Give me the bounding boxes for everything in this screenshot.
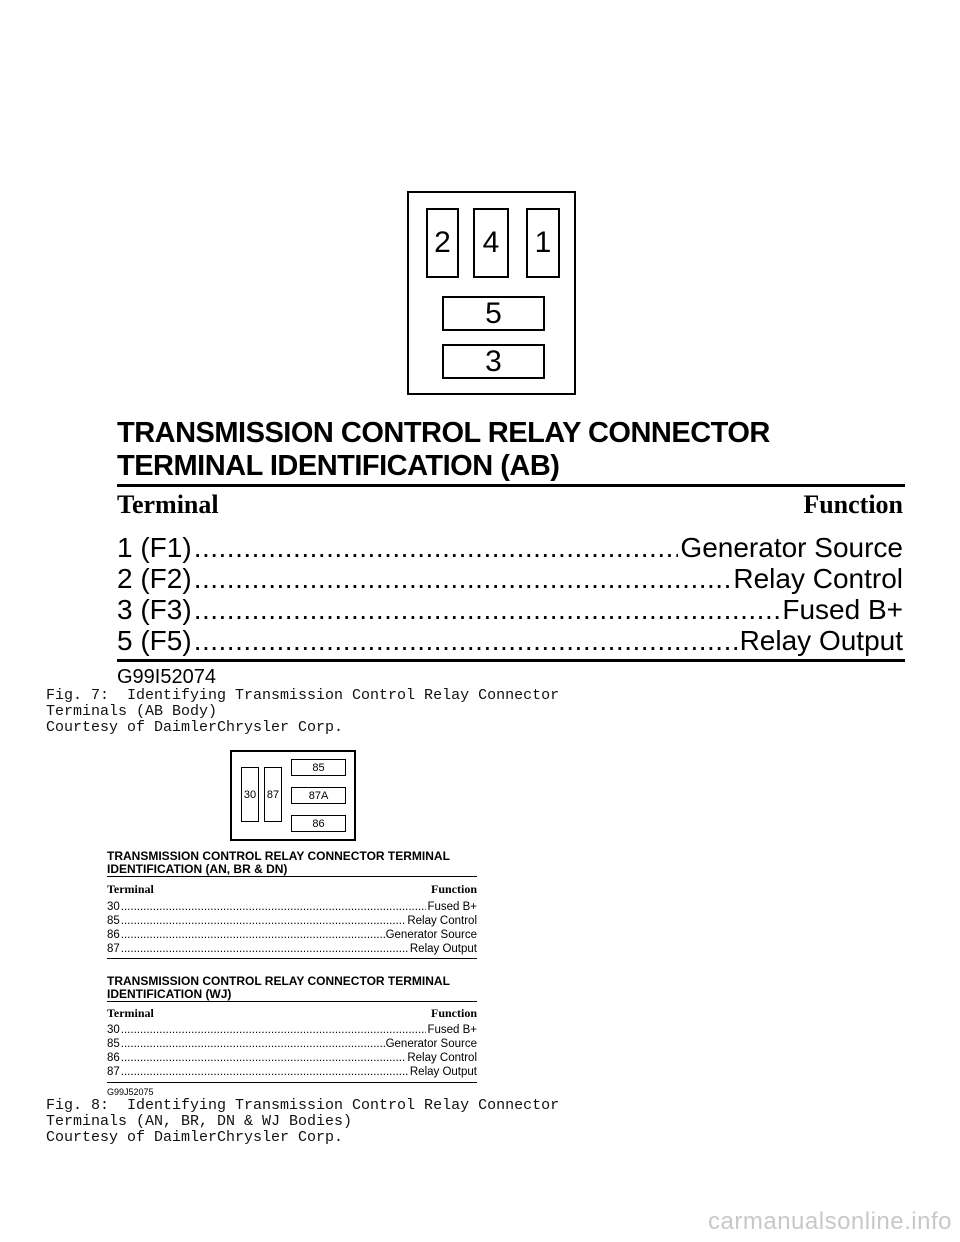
row-function: Fused B+ [427,1024,477,1036]
header-terminal: Terminal [107,1006,154,1020]
row-terminal: 3 (F3) [117,594,192,625]
leader-dots [194,594,781,625]
terminal-86: 86 [291,815,346,832]
table-row [117,563,903,594]
terminal-5: 5 [442,296,545,331]
row-terminal: 30 [107,1024,120,1036]
wj-table-title: TRANSMISSION CONTROL RELAY CONNECTOR TERMINAL IDENTIFICATION (WJ) [107,974,450,1001]
row-function: Relay Control [733,563,903,594]
ab-table-title: TRANSMISSION CONTROL RELAY CONNECTOR TERMINAL IDENTIFICATION (AB) [117,417,770,482]
terminal-87: 87 [264,767,282,822]
leader-dots [121,1023,427,1037]
leader-dots [121,1051,407,1065]
leader-dots [121,942,409,956]
table-row [107,942,477,956]
figure-code: G99J52075 [107,1087,154,1097]
table-row [107,928,477,942]
row-terminal: 30 [107,901,120,913]
table-row [117,594,903,625]
row-function: Fused B+ [782,594,903,625]
figure-caption: Fig. 8: Identifying Transmission Control Relay Connector Terminals (AN, BR, DN & WJ Bodies) Courtesy of DaimlerChrysler Corp. [46,1097,560,1146]
terminal-30: 30 [241,767,259,822]
row-terminal: 87 [107,943,120,955]
ab-table-header [117,490,903,520]
row-function: Relay Output [409,1066,477,1078]
terminal-2: 2 [426,208,459,278]
an-table-rows [107,900,477,956]
row-terminal: 1 (F1) [117,532,192,563]
table-row [107,1051,477,1065]
table-row [107,1065,477,1079]
row-function: Relay Output [409,943,477,955]
header-terminal: Terminal [107,882,154,896]
header-function: Function [803,490,903,519]
row-function: Relay Control [407,915,477,927]
wj-table-top-rule [107,1001,477,1002]
leader-dots [121,1037,385,1051]
table-row [107,900,477,914]
leader-dots [194,563,732,594]
row-function: Fused B+ [427,901,477,913]
wj-table-rows [107,1023,477,1079]
an-table-header [107,882,477,897]
row-terminal: 5 (F5) [117,625,192,656]
table-row [107,914,477,928]
figure-caption: Fig. 7: Identifying Transmission Control Relay Connector Terminals (AB Body) Courtesy of DaimlerChrysler Corp. [46,687,560,736]
an-table-top-rule [107,876,477,877]
ab-table-rows [117,532,903,656]
terminal-87a: 87A [291,787,346,804]
row-terminal: 85 [107,1038,120,1050]
table-row [107,1037,477,1051]
header-terminal: Terminal [117,490,219,519]
row-terminal: 85 [107,915,120,927]
figure-code: G99I52074 [117,666,216,688]
row-function: Relay Output [739,625,903,656]
leader-dots [121,900,427,914]
watermark: carmanualsonline.info [708,1208,952,1235]
header-function: Function [430,882,477,896]
ab-table-top-rule [117,484,905,487]
an-relay-connector-diagram [230,750,356,841]
leader-dots [121,914,407,928]
leader-dots [121,1065,409,1079]
row-function: Generator Source [680,532,903,563]
terminal-1: 1 [526,208,560,278]
table-row [117,625,903,656]
row-function: Relay Control [407,1052,477,1064]
wj-table-bottom-rule [107,1082,477,1083]
terminal-3: 3 [442,344,545,379]
table-row [117,532,903,563]
row-terminal: 86 [107,929,120,941]
header-function: Function [430,1006,477,1020]
wj-table-header [107,1006,477,1021]
row-terminal: 2 (F2) [117,563,192,594]
an-table-bottom-rule [107,958,477,959]
leader-dots [121,928,385,942]
leader-dots [194,532,679,563]
table-row [107,1023,477,1037]
terminal-4: 4 [473,208,509,278]
row-function: Generator Source [385,1038,477,1050]
leader-dots [194,625,738,656]
terminal-85: 85 [291,759,346,776]
row-terminal: 86 [107,1052,120,1064]
an-table-title: TRANSMISSION CONTROL RELAY CONNECTOR TERMINAL IDENTIFICATION (AN, BR & DN) [107,849,450,876]
row-function: Generator Source [385,929,477,941]
ab-table-bottom-rule [117,659,905,662]
row-terminal: 87 [107,1066,120,1078]
ab-relay-connector-diagram [407,191,576,395]
